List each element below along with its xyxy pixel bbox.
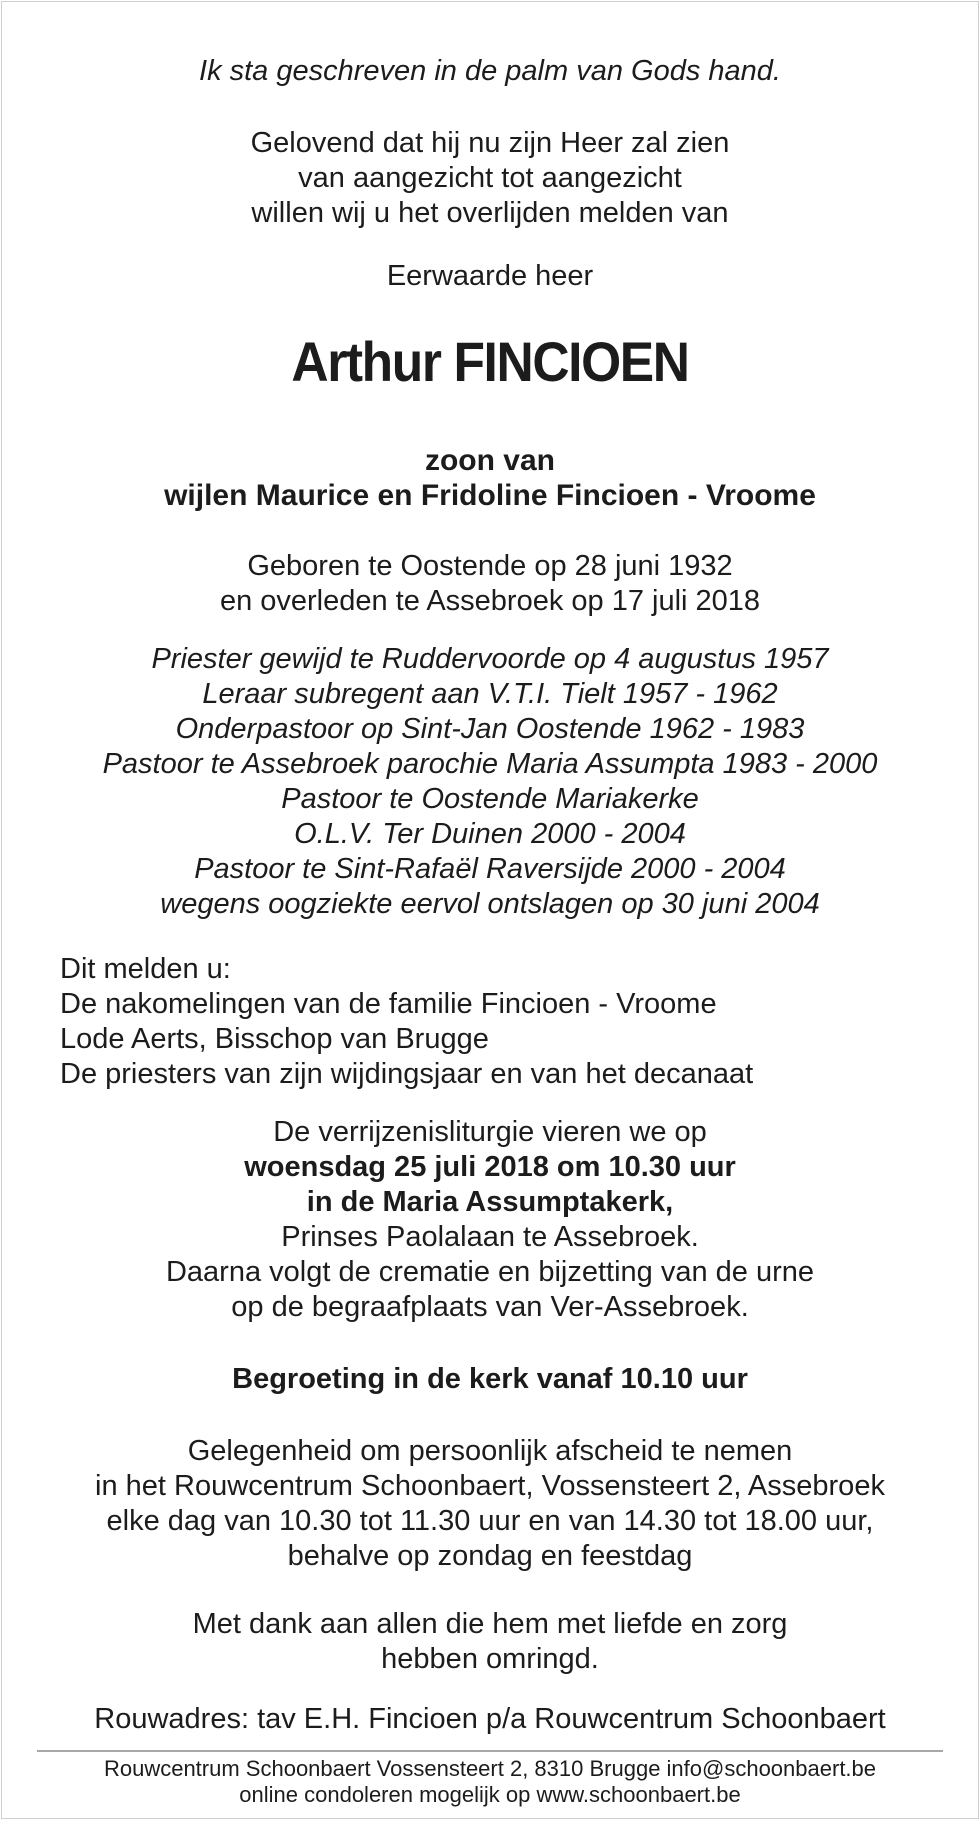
farewell-line: in het Rouwcentrum Schoonbaert, Vossensteert 2, Assebroek — [95, 1470, 885, 1502]
career-line: Pastoor te Sint-Rafaël Raversijde 2000 - 2004 — [194, 853, 786, 885]
mourning-address: Rouwadres: tav E.H. Fincioen p/a Rouwcentrum Schoonbaert — [94, 1703, 886, 1735]
intro-line: willen wij u het overlijden melden van — [251, 197, 729, 229]
farewell-line: elke dag van 10.30 tot 11.30 uur en van 14.30 tot 18.00 uur, — [106, 1505, 874, 1537]
death-notice — [1, 1, 979, 1819]
birth-line: Geboren te Oostende op 28 juni 1932 — [247, 550, 733, 582]
announcer-line: Lode Aerts, Bisschop van Brugge — [60, 1023, 489, 1055]
career-line: Onderpastoor op Sint-Jan Oostende 1962 - 1983 — [175, 713, 805, 745]
intro-line: van aangezicht tot aangezicht — [298, 162, 682, 194]
footer-line: online condoleren mogelijk op www.schoonbaert.be — [239, 1782, 741, 1807]
announcer-line: De priesters van zijn wijdingsjaar en van het decanaat — [60, 1058, 754, 1090]
motto-block — [2, 54, 978, 89]
footer-divider — [37, 1750, 943, 1752]
intro-line: Gelovend dat hij nu zijn Heer zal zien — [250, 127, 730, 159]
career-line: O.L.V. Ter Duinen 2000 - 2004 — [294, 818, 686, 850]
deceased-name: Arthur FINCIOEN — [291, 330, 689, 393]
career-line: Priester gewijd te Ruddervoorde op 4 augustus 1957 — [151, 643, 829, 675]
intro-block — [2, 126, 978, 231]
greeting-block — [2, 1362, 978, 1397]
service-church: in de Maria Assumptakerk, — [306, 1186, 674, 1218]
career-line: Leraar subregent aan V.T.I. Tielt 1957 - 1962 — [202, 678, 778, 710]
footer — [2, 1756, 978, 1808]
footer-line: Rouwcentrum Schoonbaert Vossensteert 2, 8310 Brugge info@schoonbaert.be — [103, 1756, 877, 1781]
career-block — [2, 642, 978, 922]
career-line: Pastoor te Assebroek parochie Maria Assumpta 1983 - 2000 — [102, 748, 878, 780]
farewell-line: behalve op zondag en feestdag — [287, 1540, 693, 1572]
honorific-block — [2, 259, 978, 294]
announcer-line: Dit melden u: — [60, 953, 231, 985]
service-after: op de begraafplaats van Ver-Assebroek. — [231, 1291, 749, 1323]
service-after: Daarna volgt de crematie en bijzetting van de urne — [165, 1256, 815, 1288]
birth-death-block — [2, 549, 978, 619]
service-date: woensdag 25 juli 2018 om 10.30 uur — [244, 1151, 736, 1183]
thanks-line: Met dank aan allen die hem met liefde en zorg — [192, 1608, 788, 1640]
career-line: wegens oogziekte eervol ontslagen op 30 juni 2004 — [160, 888, 820, 920]
address-block — [2, 1702, 978, 1737]
service-block — [2, 1115, 978, 1325]
farewell-line: Gelegenheid om persoonlijk afscheid te nemen — [187, 1435, 793, 1467]
parents-line: wijlen Maurice en Fridoline Fincioen - Vroome — [164, 479, 816, 512]
death-line: en overleden te Assebroek op 17 juli 2018 — [219, 585, 761, 617]
parents-block — [2, 443, 978, 513]
motto: Ik sta geschreven in de palm van Gods hand. — [199, 55, 781, 87]
career-line: Pastoor te Oostende Mariakerke — [281, 783, 699, 815]
announcer-line: De nakomelingen van de familie Fincioen - Vroome — [60, 988, 717, 1020]
honorific: Eerwaarde heer — [386, 260, 594, 292]
thanks-line: hebben omringd. — [381, 1643, 599, 1675]
parents-line: zoon van — [424, 444, 555, 477]
thanks-block — [2, 1607, 978, 1677]
announcers-block — [60, 952, 978, 1092]
greeting: Begroeting in de kerk vanaf 10.10 uur — [232, 1363, 748, 1395]
farewell-block — [2, 1434, 978, 1574]
service-street: Prinses Paolalaan te Assebroek. — [281, 1221, 699, 1253]
service-intro: De verrijzenisliturgie vieren we op — [273, 1116, 707, 1148]
